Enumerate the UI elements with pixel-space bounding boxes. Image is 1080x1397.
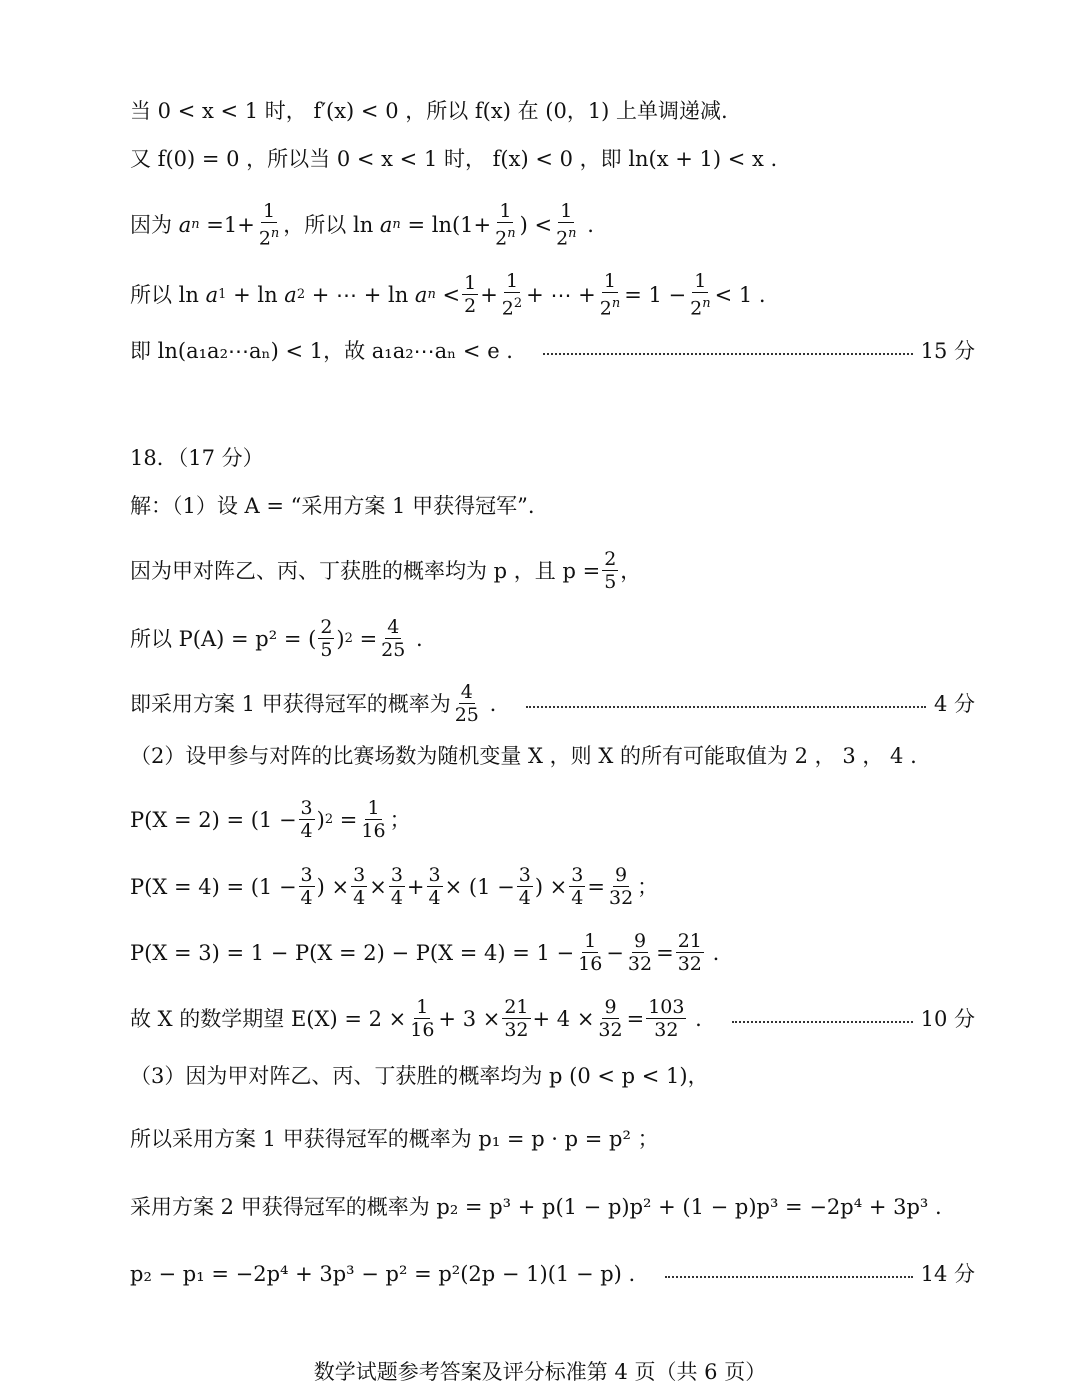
score-4: 4 分	[933, 691, 975, 716]
line-plan1-probability: 即采用方案 1 甲获得冠军的概率为 $\frac{4}{25}$ . 4 分	[130, 681, 975, 726]
fraction: $\frac{3}{4}$	[571, 864, 584, 909]
line-p-x-equals-3: P(X = 3) = 1 − P(X = 2) − P(X = 4) = 1 − $\frac{1}{16}$ − $\frac{9}{32}$ = $\frac{21}{32}$ .	[130, 930, 720, 975]
fraction: $\frac{1}{2^n}$	[258, 200, 280, 250]
score-14: 14 分	[920, 1262, 975, 1286]
line-define-event-a: 解：（1）设 A = “采用方案 1 甲获得冠军”.	[130, 494, 535, 518]
line-p-x-equals-2: P(X = 2) = (1 − $\frac{3}{4}$ ) 2 = $\frac{1}{16}$ ；	[130, 797, 411, 842]
question-18-title: 18．（17 分）	[130, 446, 264, 470]
line-probability-p: 因为甲对阵乙、丙、丁获胜的概率均为 p ，且 p = $\frac{2}{5}$ ，	[130, 548, 642, 593]
fraction: $\frac{1}{2^2}$	[501, 270, 523, 320]
fraction: $\frac{3}{4}$	[300, 797, 313, 842]
score-leader-dots	[665, 1274, 912, 1278]
score-15: 15 分	[920, 339, 975, 363]
fraction: $\frac{1}{2^n}$	[495, 200, 516, 250]
fraction: $\frac{9}{32}$	[608, 864, 634, 909]
fraction: $\frac{1}{16}$	[361, 797, 386, 842]
fraction: $\frac{3}{4}$	[353, 864, 366, 909]
fraction: $\frac{1}{2}$	[464, 272, 477, 318]
fraction: $\frac{3}{4}$	[390, 864, 403, 909]
score-10: 10 分	[920, 1006, 975, 1031]
fraction: $\frac{4}{25}$	[454, 681, 479, 726]
line-derivative-negative: 当 0 < x < 1 时， f′(x) < 0 ，所以 f(x) 在 (0，1) 上单调递减.	[130, 99, 728, 123]
score-leader-dots	[732, 1019, 913, 1023]
fraction: $\frac{3}{4}$	[300, 864, 313, 909]
fraction: $\frac{1}{16}$	[578, 930, 603, 975]
line-p2-minus-p1: p₂ − p₁ = −2p⁴ + 3p³ − p² = p²(2p − 1)(1 − p) . 14 分	[130, 1259, 975, 1289]
line-expectation: 故 X 的数学期望 E(X) = 2 × $\frac{1}{16}$ + 3 × $\frac{21}{32}$ + 4 × $\frac{9}{32}$ = $\frac{103}{32}$ . 10 分	[130, 996, 975, 1041]
fraction: $\frac{1}{16}$	[410, 996, 435, 1041]
fraction: $\frac{4}{25}$	[381, 616, 406, 661]
fraction: $\frac{3}{4}$	[428, 864, 441, 909]
fraction: $\frac{2}{5}$	[604, 548, 617, 593]
fraction: $\frac{2}{5}$	[320, 616, 333, 661]
line-an-definition: 因为 a n =1+ $\frac{1}{2^n}$ ，所以 ln a n = ln(1+ $\frac{1}{2^n}$ ) < $\frac{1}{2^n}$ .	[130, 200, 594, 250]
fraction: $\frac{9}{32}$	[598, 996, 623, 1041]
score-leader-dots	[526, 704, 926, 708]
line-pa-value: 所以 P(A) = p² = ( $\frac{2}{5}$ ) 2 = $\frac{4}{25}$ .	[130, 616, 423, 661]
line-part3-intro: （3）因为甲对阵乙、丙、丁获胜的概率均为 p (0 < p < 1)，	[130, 1064, 709, 1088]
fraction: $\frac{103}{32}$	[648, 996, 685, 1041]
fraction: $\frac{9}{32}$	[627, 930, 653, 975]
line-random-variable-x: （2）设甲参与对阵的比赛场数为随机变量 X ，则 X 的所有可能取值为 2 ， 3 ， 4 .	[130, 744, 917, 768]
line-product-conclusion: 即 ln(a₁a₂⋯aₙ) < 1，故 a₁a₂⋯aₙ < e . 15 分	[130, 336, 975, 366]
fraction: $\frac{1}{2^n}$	[599, 270, 621, 320]
line-plan1-p1: 所以采用方案 1 甲获得冠军的概率为 p₁ = p · p = p² ；	[130, 1127, 659, 1151]
line-p-x-equals-4: P(X = 4) = (1 − $\frac{3}{4}$ ) × $\frac{3}{4}$ × $\frac{3}{4}$ + $\frac{3}{4}$ × (1 − $\frac{3}{4}$ ) × $\frac{3}{4}$ = $\frac{9}{32}$ ；	[130, 864, 659, 909]
fraction: $\frac{1}{2^n}$	[556, 200, 577, 250]
score-leader-dots	[543, 351, 913, 355]
line-plan2-p2: 采用方案 2 甲获得冠军的概率为 p₂ = p³ + p(1 − p)p² + (1 − p)p³ = −2p⁴ + 3p³ .	[130, 1195, 942, 1219]
fraction: $\frac{21}{32}$	[677, 930, 702, 975]
fraction: $\frac{1}{2^n}$	[690, 270, 711, 320]
fraction: $\frac{21}{32}$	[504, 996, 529, 1041]
line-ln-inequality: 又 f(0) = 0 ，所以当 0 < x < 1 时， f(x) < 0 ，即 ln(x + 1) < x .	[130, 147, 778, 171]
fraction: $\frac{3}{4}$	[518, 864, 531, 909]
page-footer: 数学试题参考答案及评分标准第 4 页（共 6 页）	[313, 1360, 767, 1384]
line-ln-sum: 所以 ln a 1 + ln a 2 + ⋯ + ln a n < $\frac{1}{2}$ + $\frac{1}{2^2}$ + ⋯ + $\frac{1}{2^n}$ = 1 − $\frac{1}{2^n}$ < 1 .	[130, 270, 766, 320]
